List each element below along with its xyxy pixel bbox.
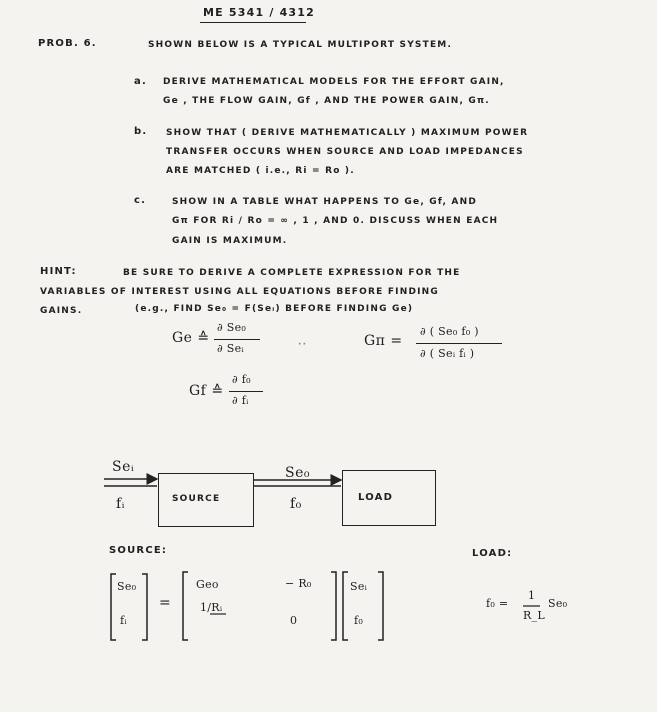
gpi-numerator: ∂ ( Se₀ f₀ ): [420, 325, 479, 338]
matrix-m11: Geo: [196, 578, 219, 591]
part-c-line3: GAIN IS MAXIMUM.: [172, 236, 288, 246]
problem-statement: SHOWN BELOW IS A TYPICAL MULTIPORT SYSTEM.: [148, 40, 453, 50]
ge-lhs: Ge ≙: [172, 330, 210, 346]
load-eq-lhs: f₀ =: [486, 597, 509, 610]
ge-numerator: ∂ Se₀: [217, 321, 247, 334]
matrix-m21: 1/Rᵢ: [200, 601, 223, 614]
diagram-fo-label: f₀: [290, 496, 302, 512]
stray-dots: ··: [298, 340, 308, 350]
hint-line3-rest: (e.g., FIND Se₀ = F(Seᵢ) BEFORE FINDING Ge): [135, 304, 414, 314]
source-block-label: SOURCE: [172, 494, 221, 504]
source-equals: =: [159, 595, 172, 611]
course-header: ME 5341 / 4312: [203, 6, 315, 19]
source-rhs-fo: f₀: [354, 614, 364, 627]
gf-denominator: ∂ fᵢ: [232, 394, 249, 407]
diagram-seo-label: Se₀: [285, 465, 310, 481]
problem-label: PROB. 6.: [38, 38, 97, 49]
part-c-letter: c.: [134, 195, 147, 206]
diagram-sei-label: Seᵢ: [112, 459, 135, 475]
matrix-m22: 0: [290, 614, 298, 627]
hint-line3-start: GAINS.: [40, 306, 83, 316]
part-b-line2: TRANSFER OCCURS WHEN SOURCE AND LOAD IMPEDANCES: [166, 147, 524, 157]
part-b-letter: b.: [134, 126, 148, 137]
hint-line1: BE SURE TO DERIVE A COMPLETE EXPRESSION FOR THE: [123, 268, 461, 278]
hint-line2: VARIABLES OF INTEREST USING ALL EQUATIONS BEFORE FINDING: [40, 287, 439, 297]
part-a-line1: DERIVE MATHEMATICAL MODELS FOR THE EFFORT GAIN,: [163, 77, 505, 87]
ge-denominator: ∂ Seᵢ: [217, 342, 244, 355]
part-b-line3: ARE MATCHED ( i.e., Ri = Ro ).: [166, 166, 355, 176]
source-matrix-label: SOURCE:: [109, 545, 168, 556]
load-eq-label: LOAD:: [472, 548, 513, 559]
load-eq-rhs: Se₀: [548, 597, 568, 610]
load-eq-numerator: 1: [528, 589, 536, 602]
matrix-m12: − R₀: [285, 577, 312, 590]
load-eq-denominator: R_L: [523, 609, 545, 622]
source-matrix-brackets: [111, 572, 383, 640]
gpi-lhs: Gπ =: [364, 333, 403, 349]
part-b-line1: SHOW THAT ( DERIVE MATHEMATICALLY ) MAXIMUM POWER: [166, 128, 529, 138]
gpi-denominator: ∂ ( Seᵢ fᵢ ): [420, 347, 475, 360]
source-rhs-sei: Seᵢ: [350, 580, 368, 593]
diagram-fi-label: fᵢ: [116, 496, 125, 512]
source-lhs-seo: Se₀: [117, 580, 137, 593]
load-block-label: LOAD: [358, 492, 394, 503]
source-lhs-fi: fᵢ: [120, 614, 127, 627]
gf-lhs: Gf ≙: [189, 383, 224, 399]
gf-numerator: ∂ f₀: [232, 373, 251, 386]
part-c-line2: Gπ FOR Ri / Ro = ∞ , 1 , AND 0. DISCUSS WHEN EACH: [172, 216, 499, 226]
hint-label: HINT:: [40, 266, 77, 277]
part-a-letter: a.: [134, 76, 147, 87]
part-c-line1: SHOW IN A TABLE WHAT HAPPENS TO Ge, Gf, AND: [172, 197, 478, 207]
part-a-line2: Ge , THE FLOW GAIN, Gf , AND THE POWER GAIN, Gπ.: [163, 96, 490, 106]
